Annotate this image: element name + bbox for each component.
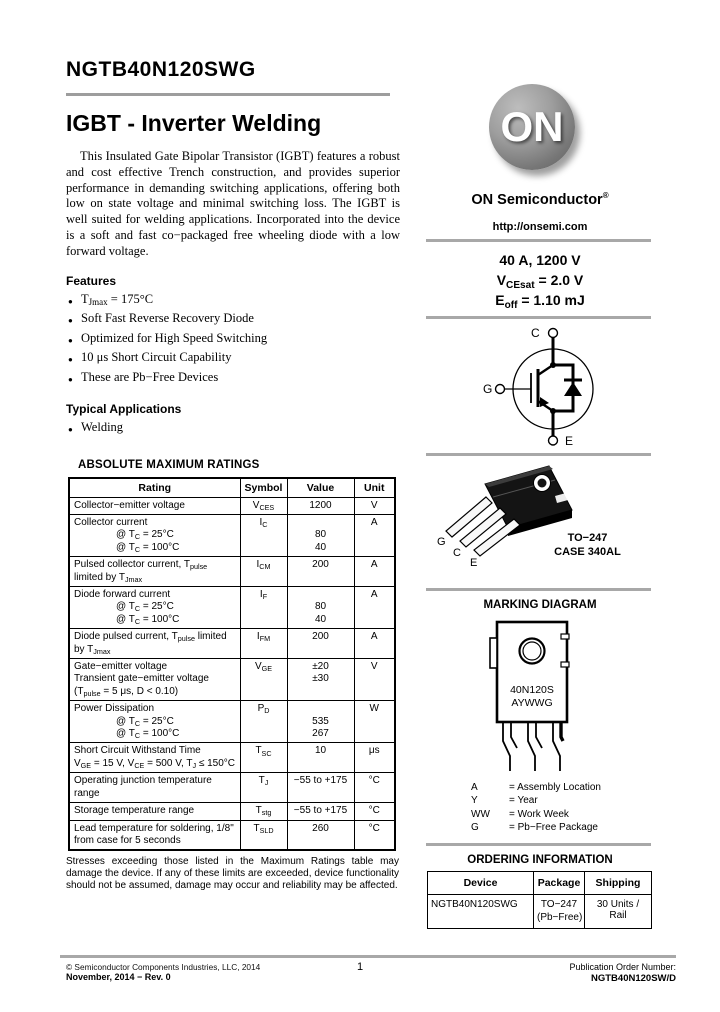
value-line: 200 (312, 631, 329, 643)
list-item-text: $T_{Jmax} = 175^\circ C$ (81, 291, 154, 308)
value-line: 80 (314, 601, 327, 613)
rating-line: Pulsed collector current, $T_{pulse}$ (74, 559, 208, 572)
list-item-text: Welding (81, 420, 124, 435)
table-row (69, 743, 395, 773)
igbt-symbol-icon (483, 326, 593, 448)
column-header: Rating (69, 478, 240, 498)
spec-line: $V_{CEsat} = 2.0$ V (496, 272, 584, 291)
rating-cell (69, 587, 240, 629)
shipping-cell: 30 Units / Rail (585, 895, 652, 929)
rating-cell (69, 659, 240, 701)
footer-divider (60, 955, 676, 958)
column-header: Package (534, 872, 585, 895)
table-row (69, 701, 395, 743)
symbol-cell: $T_{SC}$ (240, 743, 287, 773)
marking-leads (503, 722, 563, 771)
column-header: Shipping (585, 872, 652, 895)
value-cell (287, 701, 354, 743)
table-row (69, 497, 395, 514)
list-item-text: Optimized for High Speed Switching (81, 330, 268, 345)
rating-line: ($T_{pulse} = 5$ μs, D < 0.10) (74, 685, 179, 698)
rating-line: @ $T_C = 25^\circ C$ (116, 715, 174, 728)
unit-cell: V (354, 659, 395, 701)
legend-value: = Pb−Free Package (509, 822, 598, 834)
legend-key: G (471, 822, 479, 834)
bullet-icon: ● (68, 316, 73, 326)
value-line: 1200 (309, 499, 332, 511)
logo-text: ON (500, 103, 564, 150)
footer-pub-number: NGTB40N120SW/D (591, 973, 676, 984)
collector-label: C (531, 326, 540, 340)
company-name (425, 191, 655, 208)
ratings-heading: ABSOLUTE MAXIMUM RATINGS (78, 458, 260, 471)
on-semiconductor-logo-icon (489, 84, 575, 170)
rating-cell (69, 743, 240, 773)
key-specs (425, 250, 655, 310)
rating-line: @ $T_C = 25^\circ C$ (116, 529, 174, 542)
package-line: (Pb−Free) (537, 911, 583, 923)
symbol-cell: $I_{FM}$ (240, 629, 287, 659)
unit-cell: W (354, 701, 395, 743)
value-cell (287, 514, 354, 556)
bullet-icon: ● (68, 296, 73, 306)
value-line: 40 (314, 613, 327, 625)
package-line: TO−247 (540, 899, 578, 910)
list-item (66, 419, 400, 439)
package-name: TO−247 (567, 532, 608, 544)
value-cell (287, 629, 354, 659)
column-header: Device (428, 872, 534, 895)
legend-row (471, 781, 601, 794)
rating-line: limited by $T_{Jmax}$ (74, 571, 143, 584)
footer-page-number: 1 (356, 961, 364, 973)
value-cell (287, 587, 354, 629)
list-item (66, 330, 400, 350)
symbol-cell: $T_{SLD}$ (240, 820, 287, 850)
ratings-note: Stresses exceeding those listed in the Maximum Ratings table may damage the device. If any of these limits are exceeded, device functionality should not be assumed, damage may occur and reliability may be affected. (66, 856, 399, 892)
website-link[interactable]: http://onsemi.com (492, 221, 588, 233)
value-cell (287, 659, 354, 701)
rating-line: Gate−emitter voltage (74, 661, 168, 673)
company-name-text: ON Semiconductor (471, 191, 603, 208)
rating-line: range (74, 787, 100, 799)
value-cell (287, 773, 354, 803)
table-row (69, 557, 395, 587)
list-item (66, 310, 400, 330)
legend-key: Y (471, 795, 478, 807)
legend-value: = Year (509, 795, 538, 807)
rating-cell (69, 701, 240, 743)
page-title: IGBT - Inverter Welding (66, 110, 322, 136)
symbol-cell: $T_J$ (240, 773, 287, 803)
rating-line: $V_{GE} = 15$ V, $V_{CE} = 500$ V, $T_J \le 150^\circ C$ (74, 757, 235, 770)
value-line: −55 to +175 (293, 775, 348, 787)
rating-line: Storage temperature range (74, 805, 195, 817)
value-line: ±20 (312, 661, 329, 673)
marking-diagram-heading: MARKING DIAGRAM (483, 599, 597, 611)
value-cell (287, 820, 354, 850)
legend-value: = Assembly Location (509, 782, 601, 793)
column-header: Value (287, 478, 354, 498)
ordering-table (427, 871, 652, 929)
value-line: 200 (312, 559, 329, 571)
legend-row (471, 821, 601, 834)
registered-trademark: ® (602, 191, 609, 200)
divider (426, 588, 651, 591)
left-column (66, 58, 400, 892)
right-column (425, 0, 655, 1012)
rating-line: Collector−emitter voltage (74, 499, 185, 511)
column-header: Unit (354, 478, 395, 498)
legend-key: WW (471, 808, 490, 820)
value-line: 260 (312, 822, 329, 834)
value-line (292, 589, 350, 601)
intro-paragraph: This Insulated Gate Bipolar Transistor (IGBT) features a robust and cost effective Trench construction, and provides superior performance in demanding switching applications, offering both low on state voltage and minimal switching loss. The IGBT is well suited for welding applications. Incorporated into the device is a soft and fast co−packaged free wheeling diode with a low forward voltage. (66, 149, 400, 258)
pin-label-c: C (453, 547, 461, 559)
ratings-table-header-row (69, 478, 395, 498)
value-line: 10 (314, 745, 327, 757)
bullet-icon: ● (68, 374, 73, 384)
table-row (428, 895, 652, 929)
gate-label: G (483, 382, 493, 396)
table-row (69, 629, 395, 659)
ordering-heading: ORDERING INFORMATION (467, 854, 613, 866)
spec-line: 40 A, 1200 V (499, 252, 581, 268)
value-line: 40 (314, 541, 327, 553)
bullet-icon: ● (68, 355, 73, 365)
value-cell (287, 743, 354, 773)
rating-cell (69, 773, 240, 803)
divider (426, 453, 651, 456)
value-line (292, 517, 350, 529)
rating-line: Diode pulsed current, $T_{pulse}$ limited (74, 631, 227, 644)
marking-line-1: 40N120S (510, 684, 554, 696)
list-item-text: 10 μs Short Circuit Capability (81, 350, 232, 365)
table-row (69, 773, 395, 803)
rating-line: Diode forward current (74, 589, 171, 601)
rating-line: Transient gate−emitter voltage (74, 673, 209, 685)
divider (426, 316, 651, 319)
legend-value: = Work Week (509, 808, 569, 820)
spec-line: $E_{off} = 1.10$ mJ (495, 292, 585, 311)
marking-diagram-drawing (473, 614, 591, 780)
bullet-icon: ● (68, 425, 73, 435)
unit-cell: °C (354, 773, 395, 803)
table-row (69, 659, 395, 701)
footer-copyright: © Semiconductor Components Industries, LLC, 2014 (66, 962, 261, 972)
rating-cell (69, 497, 240, 514)
value-cell (287, 557, 354, 587)
marking-legend (471, 781, 601, 835)
value-line: ±30 (312, 673, 329, 685)
rating-line: Operating junction temperature (74, 775, 212, 787)
symbol-cell: $V_{CES}$ (240, 497, 287, 514)
rating-line: @ $T_C = 100^\circ C$ (116, 613, 180, 626)
igbt-symbol-diagram (461, 323, 645, 449)
ratings-table-body (69, 497, 395, 850)
symbol-cell: $I_F$ (240, 587, 287, 629)
symbol-cell: $T_{stg}$ (240, 803, 287, 820)
symbol-cell: $I_C$ (240, 514, 287, 556)
rating-line: by $T_{Jmax}$ (74, 643, 111, 656)
value-line: −55 to +175 (293, 805, 348, 817)
ordering-table-body (428, 895, 652, 929)
ordering-table-header-row (428, 872, 652, 895)
divider (426, 239, 651, 242)
list-item (66, 369, 400, 389)
table-row (69, 587, 395, 629)
rating-line: Power Dissipation (74, 703, 155, 715)
table-row (69, 803, 395, 820)
rating-line: from case for 5 seconds (74, 834, 181, 846)
package-label (520, 531, 655, 559)
rating-line: Collector current (74, 516, 148, 528)
table-row (69, 820, 395, 850)
column-header: Symbol (240, 478, 287, 498)
unit-cell: °C (354, 820, 395, 850)
emitter-label: E (565, 434, 574, 448)
title-divider (66, 93, 390, 96)
rating-line: Short Circuit Withstand Time (74, 745, 201, 757)
rating-cell (69, 803, 240, 820)
symbol-cell: $I_{CM}$ (240, 557, 287, 587)
rating-cell (69, 629, 240, 659)
ratings-table (68, 477, 396, 852)
symbol-cell: $P_D$ (240, 701, 287, 743)
package-cell (534, 895, 585, 929)
rating-line: @ $T_C = 25^\circ C$ (116, 601, 174, 614)
device-cell: NGTB40N120SWG (428, 895, 534, 929)
marking-package-icon (490, 622, 569, 771)
table-row (69, 514, 395, 556)
legend-row (471, 794, 601, 807)
unit-cell: V (354, 497, 395, 514)
unit-cell: A (354, 514, 395, 556)
footer-pub-label: Publication Order Number: (569, 962, 676, 972)
symbol-cell: $V_{GE}$ (240, 659, 287, 701)
value-line (292, 703, 350, 715)
package-case: CASE 340AL (554, 546, 621, 558)
footer-date-revision: November, 2014 − Rev. 0 (66, 972, 171, 982)
legend-row (471, 808, 601, 821)
pin-label-e: E (470, 557, 478, 569)
rating-line: Lead temperature for soldering, 1/8" (74, 822, 234, 834)
list-item (66, 349, 400, 369)
features-list (66, 291, 400, 389)
applications-heading: Typical Applications (66, 402, 182, 417)
unit-cell: μs (354, 743, 395, 773)
rating-line: @ $T_C = 100^\circ C$ (116, 728, 180, 741)
list-item-text: These are Pb−Free Devices (81, 369, 219, 384)
features-heading: Features (66, 273, 117, 288)
unit-cell: °C (354, 803, 395, 820)
rating-line: @ $T_C = 100^\circ C$ (116, 541, 180, 554)
marking-line-2: AYWWG (511, 697, 553, 709)
value-cell (287, 803, 354, 820)
unit-cell: A (354, 557, 395, 587)
rating-cell (69, 557, 240, 587)
value-line: 80 (314, 529, 327, 541)
rating-cell (69, 820, 240, 850)
pin-label-g: G (437, 536, 446, 548)
applications-list (66, 419, 400, 439)
part-number: NGTB40N120SWG (66, 58, 256, 81)
value-cell (287, 497, 354, 514)
value-line: 267 (312, 728, 329, 740)
list-item (66, 291, 400, 311)
legend-key: A (471, 782, 478, 793)
list-item-text: Soft Fast Reverse Recovery Diode (81, 311, 254, 326)
rating-cell (69, 514, 240, 556)
bullet-icon: ● (68, 335, 73, 345)
unit-cell: A (354, 587, 395, 629)
unit-cell: A (354, 629, 395, 659)
divider (426, 843, 651, 846)
value-line: 535 (312, 715, 329, 727)
